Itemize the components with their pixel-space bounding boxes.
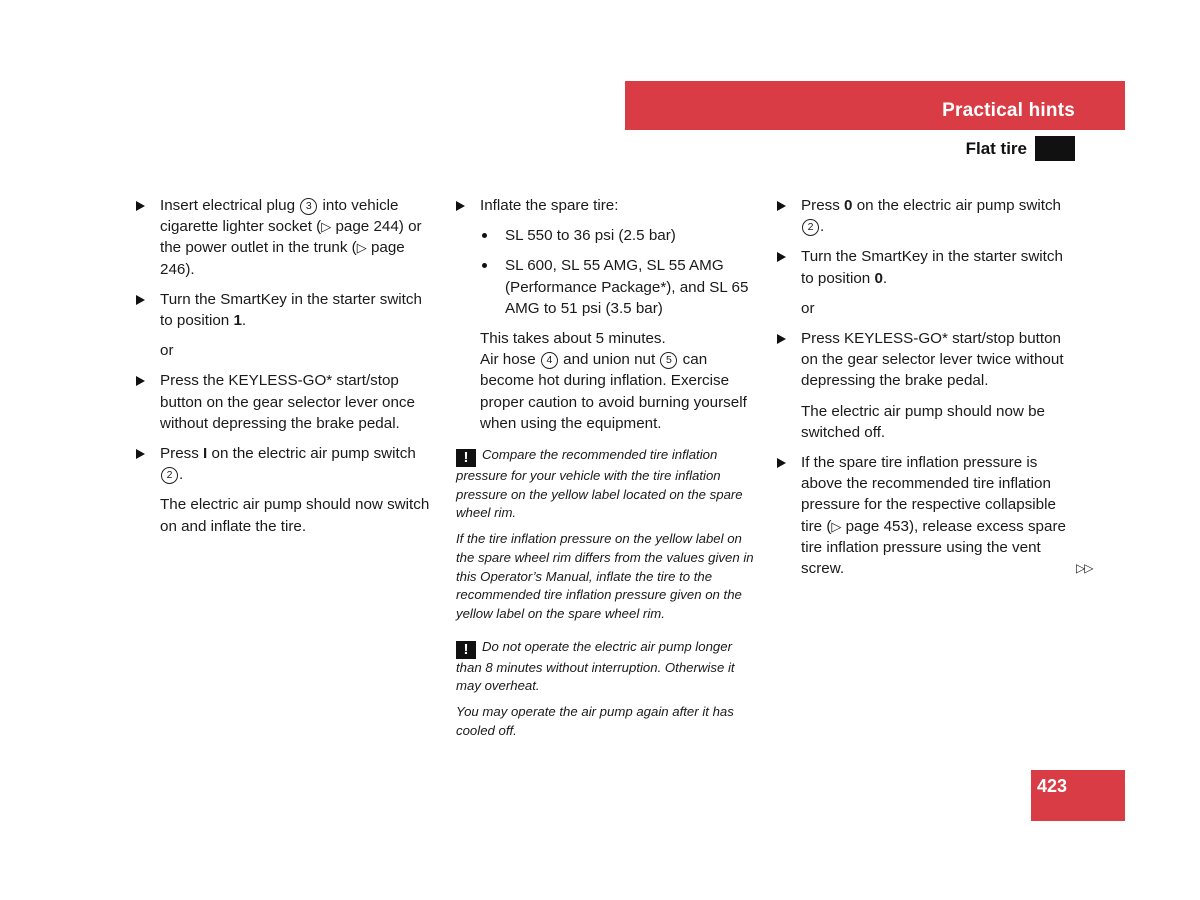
column-middle [456,195,756,747]
step-arrow-icon [136,201,145,211]
duration-text: This takes about 5 minutes. [480,330,666,348]
bullet-item: SL 600, SL 55 AMG, SL 55 AMG (Performance Package*), and SL 65 AMG to 51 psi (3.5 bar) [456,255,756,319]
page-ref-icon: ▷ [321,219,332,235]
subsection-title [966,136,1075,161]
step-press-switch-on: Press I on the electric air pump switch 2 . [136,443,436,485]
page-ref-icon: ▷ [356,240,367,256]
hot-warning-text: Air hose 4 and union nut 5 can become hot during inflation. Exercise proper caution to avoid burning yourself when using the equipment. [480,351,747,432]
step-release-pressure: If the spare tire inflation pressure is above the recommended tire inflation pressure for the respective collapsible tire (▷ page 453), release excess spare tire inflation pressure using the vent screw. [777,452,1077,579]
step-inflate-spare: Inflate the spare tire: [456,195,756,216]
continued-icon: ▷▷ [1076,561,1093,575]
step-turn-smartkey: Turn the SmartKey in the starter switch to position 1. [136,289,436,331]
callout-number: 2 [161,467,178,484]
step-arrow-icon [777,201,786,211]
warning-icon: ! [456,641,476,659]
note-pump-duration: ! Do not operate the electric air pump longer than 8 minutes without interruption. Otherwise it may overheat. [456,638,735,694]
column-left [136,195,436,546]
callout-number: 5 [660,352,677,369]
bullet-item: SL 550 to 36 psi (2.5 bar) [456,225,756,246]
step-arrow-icon [136,295,145,305]
step-arrow-icon [777,458,786,468]
subsection-tab-marker [1035,136,1075,161]
note-compare-pressure: ! Compare the recommended tire inflation pressure for your vehicle with the tire inflation pressure on the yellow label located on the spare wheel rim. [456,447,743,521]
or-text: or [160,342,174,360]
bullet-dot-icon [482,233,487,238]
step-arrow-icon [136,449,145,459]
step-press-switch-off: Press 0 on the electric air pump switch 2 . [777,195,1077,237]
callout-number: 4 [541,352,558,369]
step-keyless-go-twice: Press KEYLESS-GO* start/stop button on the gear selector lever twice without depressing the brake pedal. [777,328,1077,392]
step-arrow-icon [136,376,145,386]
section-title: Practical hints [942,100,1075,121]
bullet-dot-icon [482,263,487,268]
step-arrow-icon [777,334,786,344]
step-insert-plug: Insert electrical plug 3 into vehicle cigarette lighter socket (▷ page 244) or the power outlet in the trunk (▷ page 246). [136,195,436,280]
note-yellow-label: If the tire inflation pressure on the yellow label on the spare wheel rim differs from the values given in this Operator’s Manual, inflate the tire to the recommended tire inflation pressure given on the yellow label on the spare wheel rim. [456,531,754,621]
warning-icon: ! [456,449,476,467]
column-right [777,195,1077,588]
pump-on-text: The electric air pump should now switch on and inflate the tire. [160,496,430,535]
pump-off-text: The electric air pump should now be switched off. [801,402,1045,441]
page-number: 423 [1037,776,1068,796]
callout-number: 3 [300,198,317,215]
step-turn-smartkey-off: Turn the SmartKey in the starter switch to position 0. [777,246,1077,288]
page-ref-icon: ▷ [831,518,842,534]
step-keyless-go: Press the KEYLESS-GO* start/stop button on the gear selector lever once without depressing the brake pedal. [136,370,436,434]
subsection-label: Flat tire [965,139,1027,158]
step-arrow-icon [777,252,786,262]
callout-number: 2 [802,219,819,236]
step-arrow-icon [456,201,465,211]
or-text: or [801,299,815,317]
note-cooled-off: You may operate the air pump again after it has cooled off. [456,704,734,738]
